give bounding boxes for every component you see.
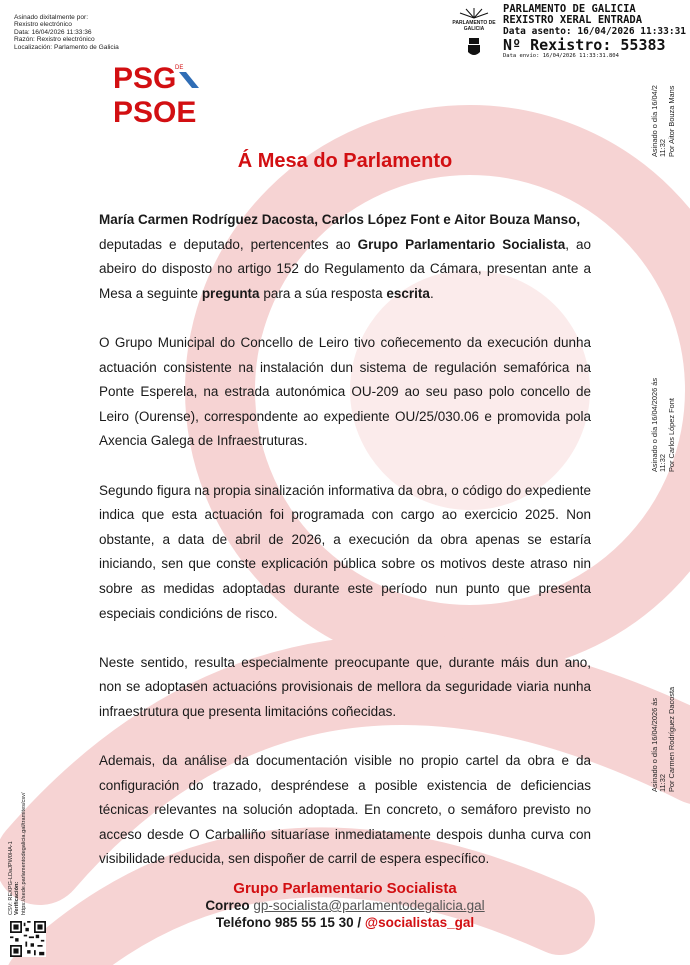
logo-superscript: DE [175,65,184,71]
signature-line: Data: 16/04/2026 11:33:36 [14,28,92,36]
signature-line: Asinado dixitalmente por: [14,14,89,21]
parliament-emblem-icon [452,4,496,62]
digital-signature-block [14,14,119,51]
intro-paragraph: María Carmen Rodríguez Dacosta, Carlos López Font e Aitor Bouza Manso, deputadas e deputado, pertencentes ao Grupo Parlamentario Socialista, ao abeiro do disposto no artigo 152 do Regulamento da Cámara, presentan ante a Mesa a seguinte pregunta para a súa resposta escrita. [99,212,591,301]
email-link[interactable]: gp-socialista@parlamentodegalicia.gal [253,898,485,913]
registry-entry-date: Data asento: 16/04/2026 11:33:31 [503,26,687,37]
csv-verification: CSV: REXPG-LDaJPW0HA-1 Verificación: https://sede.parlamentodegalicia.gal/tramites/csv/ [8,792,27,915]
body-paragraph: Neste sentido, resulta especialmente preocupante que, durante máis dun ano, non se adoptasen actuacións provisionais de mellora da seguridade viaria nunha infraestrutura que presenta limitacións coñecidas. [99,654,591,719]
authors: María Carmen Rodríguez Dacosta, Carlos López Font e Aitor Bouza Manso, [99,212,581,227]
logo-psoe: PSOE [113,96,197,124]
emblem-caption: PARLAMENTO DE GALICIA [452,20,496,32]
group-name: Grupo Parlamentario Socialista [357,236,566,252]
parliament-emblem [452,4,496,62]
page-title: Á Mesa do Parlamento [237,150,453,172]
footer-group: Grupo Parlamentario Socialista [233,880,457,897]
signature-stamp-rodriguez: Asinado o día 16/04/2026 ás 11:32 Por Carmen Rodríguez Dacosta [650,686,676,792]
registry-office: REXISTRO XERAL ENTRADA [503,14,643,26]
signature-stamp-bouza: Asinado o día 16/04/2 11:32 Por Aitor Bouza Mans [650,85,676,157]
registry-sent-date: Data envío: 16/04/2026 11:33:31.804 [503,53,619,59]
body-paragraph: Segundo figura na propia sinalización informativa da obra, o código do expediente indica que esta actuación foi programada con cargo ao exercicio 2025. Non obstante, a data de abril de 2026, a execución da obra apenas se estaría iniciando, sen que conste explicación pública sobre os motivos deste atraso nin sobre as medidas adoptadas durante este período nun punto que presenta especiais condicións de risco. [99,482,591,621]
footer-mail-line: Correo gp-socialista@parlamentodegalicia.gal [205,898,485,913]
body-paragraph: O Grupo Municipal do Concello de Leiro tivo coñecemento da execución dunha actuación consistente na instalación dun sistema de regulación semafórica na Ponte Esperela, na estrada autonómica OU-209 ao seu paso polo concello de Leiro (Ourense), correspondente ao expediente OU/25/030.06 e promovida pola Axencia Galega de Infraestruturas. [99,334,591,449]
signature-line: Razón: Rexistro electrónico [14,36,95,44]
signature-line: Rexistro electrónico [14,21,72,29]
registry-stamp [503,4,686,60]
contact-footer [0,880,690,931]
registry-number: Nº Rexistro: 55383 [503,36,666,54]
body-paragraph: Ademais, da análise da documentación visible no propio cartel da obra e da configuración do trazado, despréndese a posible existencia de deficiencias técnicas relevantes na solución adoptada. En concreto, o semáforo previsto no acceso desde O Carballiño situaríase inmediatamente despois dunha curva con visibilidade reducida, sen dispoñer de carril de espera específico. [99,753,591,867]
signature-stamp-lopez: Asinado o día 16/04/2026 ás 11:32 Por Carlos López Font [650,377,676,472]
psg-psoe-logo [113,60,203,124]
footer-phone-line: Teléfono 985 55 15 30 / @socialistas_gal [215,915,475,930]
logo-slash-icon [179,72,199,88]
signature-line: Localización: Parlamento de Galicia [14,43,119,51]
registry-institution: PARLAMENTO DE GALICIA [503,3,636,15]
twitter-handle[interactable]: @socialistas_gal [364,915,475,930]
logo-psg: PSG [113,62,177,95]
document-body [99,208,591,897]
